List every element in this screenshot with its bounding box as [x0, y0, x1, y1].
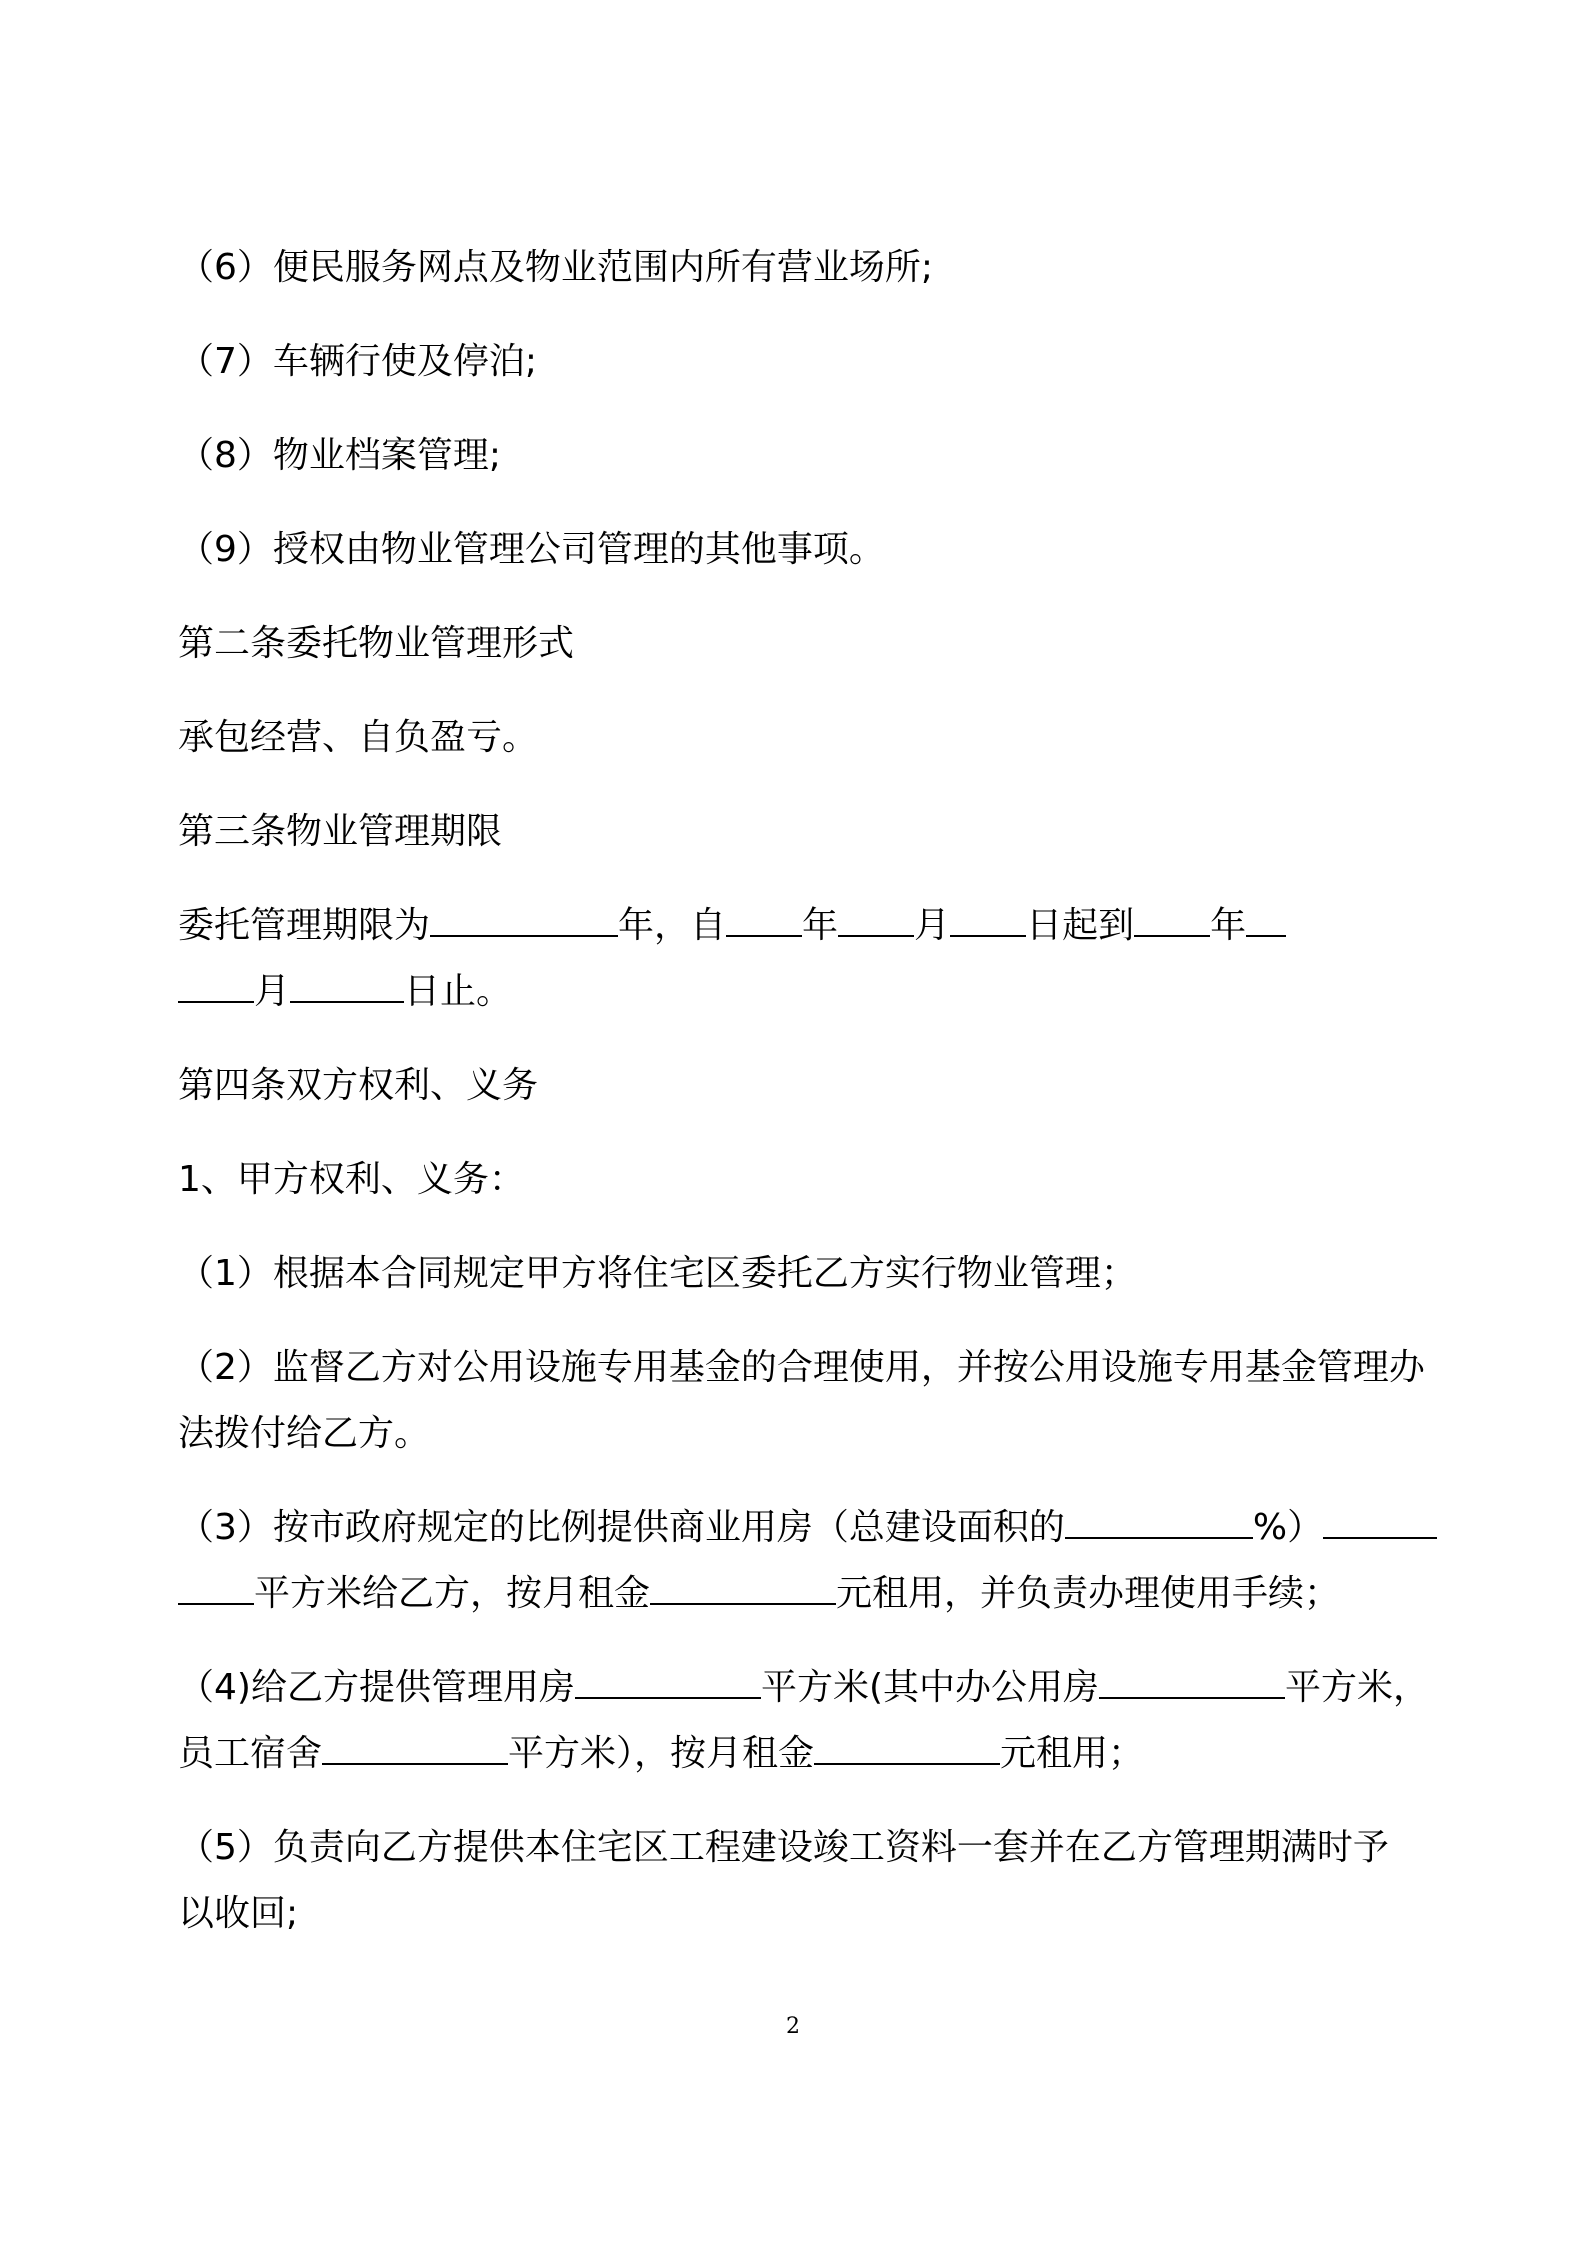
- item-9-line: （9）授权由物业管理公司管理的其他事项。: [178, 529, 885, 570]
- blank-end-month-start: [1246, 905, 1286, 937]
- article-3-heading: 第三条物业管理期限: [178, 811, 503, 852]
- term-line-2: [178, 970, 512, 1014]
- blank-term-years: [430, 905, 618, 937]
- party-a-heading: 1、甲方权利、义务：: [178, 1159, 525, 1200]
- blank-management-area: [575, 1667, 761, 1699]
- article-2-heading: 第二条委托物业管理形式: [178, 623, 575, 664]
- term-text: 日起到: [1026, 905, 1135, 946]
- blank-start-year: [726, 905, 802, 937]
- term-text: 月: [254, 971, 291, 1012]
- blank-office-area: [1099, 1667, 1285, 1699]
- party-a-item-2-line-1: （2）监督乙方对公用设施专用基金的合理使用，并按公用设施专用基金管理办: [178, 1347, 1425, 1388]
- article-4-heading: 第四条双方权利、义务: [178, 1065, 539, 1106]
- blank-start-month: [838, 905, 914, 937]
- term-text: 委托管理期限为: [178, 905, 431, 946]
- party-a-item-5-line-1: （5）负责向乙方提供本住宅区工程建设竣工资料一套并在乙方管理期满时予: [178, 1827, 1389, 1868]
- item-4-text: 平方米(其中办公用房: [760, 1667, 1099, 1708]
- blank-rent: [650, 1573, 836, 1605]
- item-3-text: %）: [1252, 1507, 1324, 1548]
- blank-area-start: [1323, 1507, 1437, 1539]
- item-3-text: 元租用，并负责办理使用手续；: [836, 1573, 1341, 1614]
- party-a-item-4-line-2: [178, 1732, 1144, 1776]
- party-a-item-1: （1）根据本合同规定甲方将住宅区委托乙方实行物业管理；: [178, 1253, 1137, 1294]
- item-4-text: （4)给乙方提供管理用房: [178, 1667, 575, 1708]
- party-a-item-2-line-2: 法拨付给乙方。: [178, 1413, 431, 1454]
- item-6-line: （6）便民服务网点及物业范围内所有营业场所;: [178, 247, 934, 288]
- blank-dormitory-area: [322, 1733, 508, 1765]
- page-number: 2: [786, 2014, 800, 2039]
- item-4-text: 元租用；: [1000, 1733, 1145, 1774]
- term-line-1: [178, 904, 1286, 948]
- article-2-body: 承包经营、自负盈亏。: [178, 717, 539, 758]
- term-text: 日止。: [404, 971, 513, 1012]
- party-a-item-5-line-2: 以收回;: [178, 1893, 299, 1934]
- item-4-text: 平方米），按月租金: [508, 1733, 815, 1774]
- item-3-text: 平方米给乙方，按月租金: [254, 1573, 651, 1614]
- item-7-line: （7）车辆行使及停泊;: [178, 341, 538, 382]
- item-4-text: 员工宿舍: [178, 1733, 323, 1774]
- item-4-text: 平方米，: [1285, 1667, 1430, 1708]
- blank-monthly-rent: [814, 1733, 1000, 1765]
- party-a-item-3-line-2: [178, 1572, 1340, 1616]
- party-a-item-4-line-1: [178, 1666, 1429, 1710]
- blank-end-year: [1134, 905, 1210, 937]
- blank-area: [178, 1573, 254, 1605]
- term-text: 年，自: [618, 905, 727, 946]
- blank-end-day: [290, 971, 404, 1003]
- term-text: 月: [914, 905, 951, 946]
- blank-percentage: [1065, 1507, 1253, 1539]
- term-text: 年: [1210, 905, 1247, 946]
- blank-start-day: [950, 905, 1026, 937]
- party-a-item-3-line-1: [178, 1506, 1437, 1550]
- blank-end-month: [178, 971, 254, 1003]
- item-3-text: （3）按市政府规定的比例提供商业用房（总建设面积的: [178, 1507, 1065, 1548]
- item-8-line: （8）物业档案管理;: [178, 435, 502, 476]
- term-text: 年: [802, 905, 839, 946]
